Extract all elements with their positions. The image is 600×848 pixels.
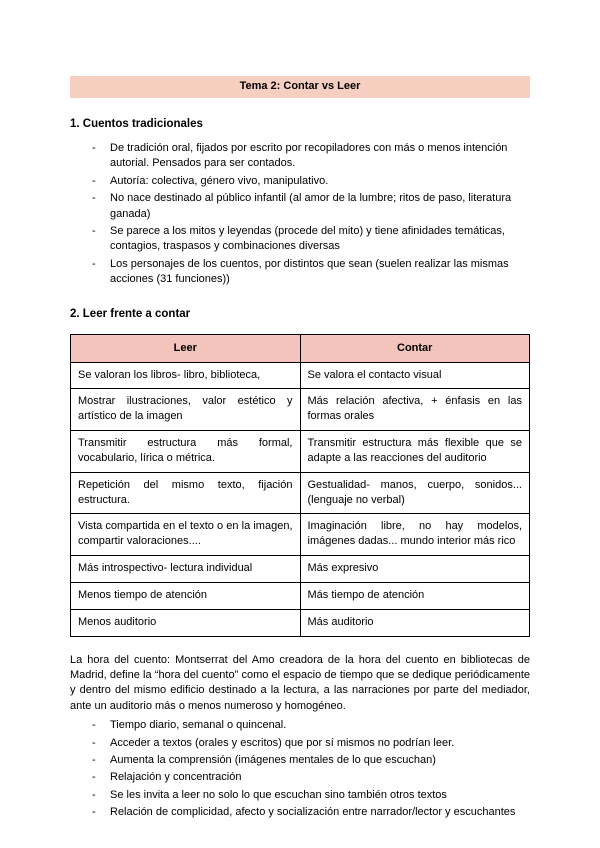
table-row <box>71 389 530 431</box>
list-item: - De tradición oral, fijados por escrito por recopiladores con más o menos intención autorial. Pensados para ser contados. <box>90 141 530 172</box>
table-row <box>71 556 530 583</box>
table-row <box>71 472 530 514</box>
table-row <box>71 431 530 473</box>
hora-bullet-list <box>90 718 530 820</box>
hora-del-cuento-paragraph: La hora del cuento: Montserrat del Amo creadora de la hora del cuento en bibliotecas de Madrid, define la “hora del cuento” como el espacio de tiempo que se dedique periódicamente y dentro del mismo edificio destinado a la lectura, a las narraciones por parte del mediador, ante un auditorio más o menos numeroso y homogéneo. <box>70 653 530 712</box>
list-item: - Autoría: colectiva, género vivo, manipulativo. <box>90 174 530 189</box>
list-item: - Tiempo diario, semanal o quincenal. <box>90 718 530 733</box>
page-title: Tema 2: Contar vs Leer <box>239 80 361 93</box>
table-cell: Mostrar ilustraciones, valor estético y artístico de la imagen <box>71 389 301 431</box>
list-item: - Relajación y concentración <box>90 770 530 785</box>
table-cell: Más auditorio <box>300 609 530 636</box>
table-cell: Gestualidad- manos, cuerpo, sonidos... (lenguaje no verbal) <box>300 472 530 514</box>
table-cell: Más tiempo de atención <box>300 582 530 609</box>
section-heading-leer-frente: 2. Leer frente a contar <box>70 307 191 320</box>
list-item: - Se les invita a leer no solo lo que escuchan sino también otros textos <box>90 788 530 803</box>
list-item: - Relación de complicidad, afecto y socialización entre narrador/lector y escuchantes <box>90 805 530 820</box>
list-item: - Acceder a textos (orales y escritos) que por sí mismos no podrían leer. <box>90 736 530 751</box>
table-cell: Más relación afectiva, + énfasis en las formas orales <box>300 389 530 431</box>
list-item: - Aumenta la comprensión (imágenes mentales de lo que escuchan) <box>90 753 530 768</box>
table-cell: Imaginación libre, no hay modelos, imágenes dadas... mundo interior más rico <box>300 514 530 556</box>
table-header-leer: Leer <box>71 334 301 362</box>
table-cell: Se valoran los libros- libro, biblioteca, <box>71 362 301 389</box>
table-cell: Se valora el contacto visual <box>300 362 530 389</box>
table-cell: Vista compartida en el texto o en la imagen, compartir valoraciones.... <box>71 514 301 556</box>
list-item: - Los personajes de los cuentos, por distintos que sean (suelen realizar las mismas acciones (31 funciones)) <box>90 257 530 288</box>
table-cell: Menos auditorio <box>71 609 301 636</box>
table-row <box>71 609 530 636</box>
list-item: - Se parece a los mitos y leyendas (procede del mito) y tiene afinidades temáticas, contagios, traspasos y combinaciones diversas <box>90 224 530 255</box>
list-item: - No nace destinado al público infantil (al amor de la lumbre; ritos de paso, literatura ganada) <box>90 191 530 222</box>
table-header-row <box>71 334 530 362</box>
table-cell: Repetición del mismo texto, fijación estructura. <box>71 472 301 514</box>
table-row <box>71 514 530 556</box>
table-cell: Menos tiempo de atención <box>71 582 301 609</box>
title-banner <box>70 76 530 98</box>
section-heading-cuentos: 1. Cuentos tradicionales <box>70 118 203 130</box>
table-row <box>71 362 530 389</box>
table-row <box>71 582 530 609</box>
table-cell: Más expresivo <box>300 556 530 583</box>
table-cell: Transmitir estructura más flexible que se adapte a las reacciones del auditorio <box>300 431 530 473</box>
comparison-table <box>70 334 530 637</box>
table-cell: Transmitir estructura más formal, vocabulario, lírica o métrica. <box>71 431 301 473</box>
table-cell: Más introspectivo- lectura individual <box>71 556 301 583</box>
cuentos-bullet-list <box>90 141 530 288</box>
table-header-contar: Contar <box>300 334 530 362</box>
